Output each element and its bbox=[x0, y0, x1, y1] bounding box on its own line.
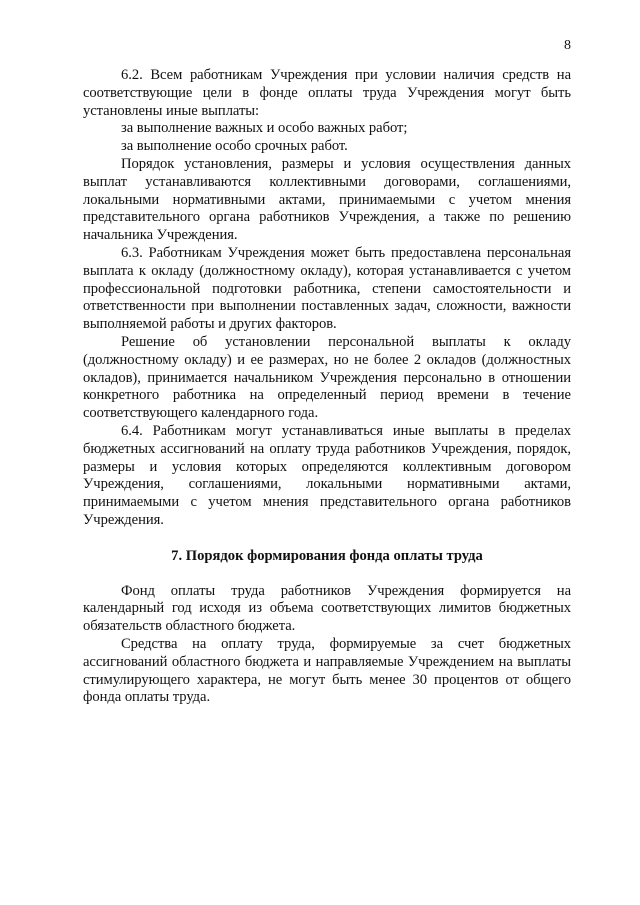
paragraph-6-4: 6.4. Работникам могут устанавливаться иные выплаты в пределах бюджетных ассигнований на оплату труда работников Учреждения, порядок, размеры и условия которых определяются коллективным договором Учреждения, соглашениями, локальными нормативными актами, принимаемыми с учетом мнения представительного органа работников Учреждения. bbox=[83, 422, 571, 528]
paragraph-personal-payment-decision: Решение об установлении персональной выплаты к окладу (должностному окладу) и ее размерах, но не более 2 окладов (должностных окладов), принимается начальником Учреждения персонально в отношении конкретного работника на определенный период времени в течение соответствующего календарного года. bbox=[83, 333, 571, 422]
document-body bbox=[83, 67, 571, 707]
paragraph-6-2: 6.2. Всем работникам Учреждения при условии наличия средств на соответствующие цели в фонде оплаты труда Учреждения могут быть установлены иные выплаты: bbox=[83, 67, 571, 119]
paragraph-payroll-fund: Фонд оплаты труда работников Учреждения формируется на календарный год исходя из объема соответствующих лимитов бюджетных обязательств областного бюджета. bbox=[83, 582, 571, 635]
list-item-important-works: за выполнение важных и особо важных работ; bbox=[121, 120, 408, 137]
page-number: 8 bbox=[564, 38, 571, 53]
paragraph-incentive-funds: Средства на оплату труда, формируемые за счет бюджетных ассигнований областного бюджета и направляемые Учреждением на выплаты стимулирующего характера, не могут быть менее 30 процентов от общего фонда оплаты труда. bbox=[83, 635, 571, 706]
section-heading-7: 7. Порядок формирования фонда оплаты труда bbox=[171, 547, 483, 564]
paragraph-6-3: 6.3. Работникам Учреждения может быть предоставлена персональная выплата к окладу (должностному окладу), которая устанавливается с учетом профессиональной подготовки работника, степени самостоятельности и ответственности при выполнении поставленных задач, сложности, важности выполняемой работы и других факторов. bbox=[83, 244, 571, 333]
paragraph-payment-procedure: Порядок установления, размеры и условия осуществления данных выплат устанавливаются коллективными договорами, соглашениями, локальными нормативными актами, принимаемыми с учетом мнения представительного органа работников Учреждения, а также по решению начальника Учреждения. bbox=[83, 155, 571, 244]
document-page bbox=[83, 0, 571, 905]
list-item-urgent-works: за выполнение особо срочных работ. bbox=[121, 138, 348, 155]
